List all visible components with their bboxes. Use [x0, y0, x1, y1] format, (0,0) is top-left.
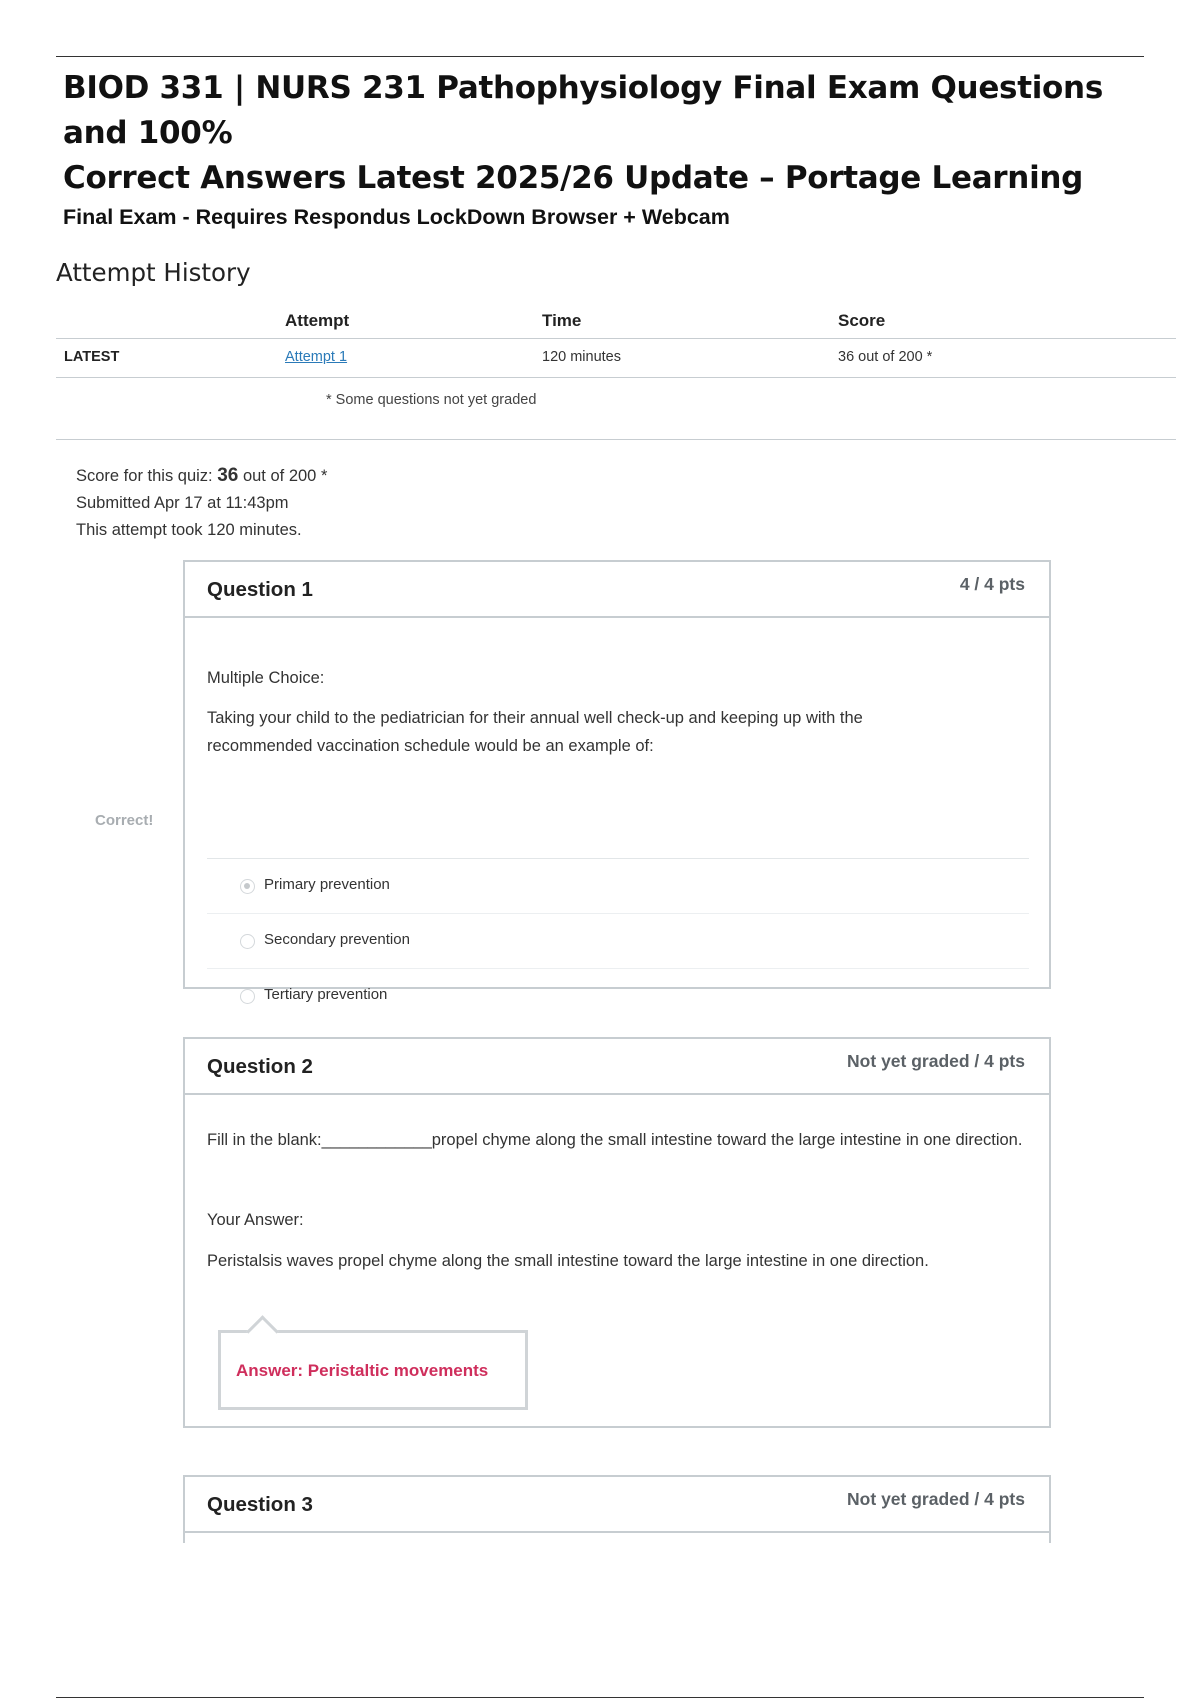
your-answer-label: Your Answer: [207, 1211, 304, 1229]
score-suffix: out of 200 * [238, 467, 328, 485]
radio-unselected[interactable] [240, 989, 255, 1004]
question-points: Not yet graded / 4 pts [847, 1051, 1025, 1071]
answer-option[interactable] [207, 914, 1029, 969]
question-title: Question 1 [207, 578, 313, 601]
document-title [63, 66, 1143, 201]
question-text: Fill in the blank:____________propel chyme along the small intestine toward the large intestine in one direction. [207, 1131, 1023, 1149]
attempt-history-table [56, 306, 1176, 378]
question-type-label: Multiple Choice: [207, 669, 325, 687]
answer-option-label: Primary prevention [264, 876, 390, 893]
question-points: Not yet graded / 4 pts [847, 1489, 1025, 1509]
attempt-history-heading: Attempt History [56, 258, 251, 287]
submitted-timestamp: Submitted Apr 17 at 11:43pm [76, 494, 289, 512]
column-header-score: Score [838, 311, 886, 330]
score-value: 36 [217, 465, 239, 486]
column-header-attempt: Attempt [285, 311, 350, 330]
correct-flag: Correct! [95, 812, 154, 829]
top-rule [56, 56, 1144, 57]
question-points: 4 / 4 pts [959, 574, 1025, 594]
question-card-2 [183, 1037, 1051, 1428]
radio-unselected[interactable] [240, 934, 255, 949]
attempt-duration: This attempt took 120 minutes. [76, 521, 302, 539]
ungraded-note: * Some questions not yet graded [326, 392, 537, 408]
question-header [185, 1039, 1049, 1095]
quiz-score-line [76, 462, 327, 490]
your-answer-text: Peristalsis waves propel chyme along the small intestine toward the large intestine in one direction. [207, 1252, 929, 1270]
question-header [185, 562, 1049, 618]
radio-selected[interactable] [240, 879, 255, 894]
correct-answer-callout [218, 1330, 528, 1410]
document-title-line-1: BIOD 331 | NURS 231 Pathophysiology Final Exam Questions and 100% [63, 70, 1103, 151]
answer-option-label: Secondary prevention [264, 931, 410, 948]
latest-label: LATEST [64, 349, 120, 365]
bottom-rule [56, 1697, 1144, 1698]
question-header [185, 1477, 1049, 1533]
question-title: Question 3 [207, 1493, 313, 1516]
exam-name: Final Exam - Requires Respondus LockDown Browser + Webcam [63, 205, 730, 229]
attempt-history-header-row [56, 306, 1176, 339]
score-prefix: Score for this quiz: [76, 467, 218, 485]
document-title-line-2: Correct Answers Latest 2025/26 Update – Portage Learning [63, 160, 1084, 196]
question-card-1 [183, 560, 1051, 1003]
quiz-summary [76, 462, 327, 544]
attempt-link[interactable]: Attempt 1 [285, 349, 348, 365]
attempt-score: 36 out of 200 * [838, 349, 933, 365]
answer-option-label: Tertiary prevention [264, 986, 388, 1003]
answer-option[interactable] [207, 969, 1029, 1024]
question-title: Question 2 [207, 1055, 313, 1078]
column-header-time: Time [542, 311, 582, 330]
question-card-3 [183, 1475, 1051, 1543]
section-divider [56, 439, 1176, 440]
answer-options [207, 858, 1029, 1024]
table-row [56, 339, 1176, 378]
question-text: Taking your child to the pediatrician for their annual well check-up and keeping up with the recommended vaccination schedule would be an example of: [207, 709, 863, 755]
attempt-time: 120 minutes [542, 349, 621, 365]
answer-option[interactable] [207, 859, 1029, 914]
correct-answer-text: Answer: Peristaltic movements [236, 1361, 489, 1380]
